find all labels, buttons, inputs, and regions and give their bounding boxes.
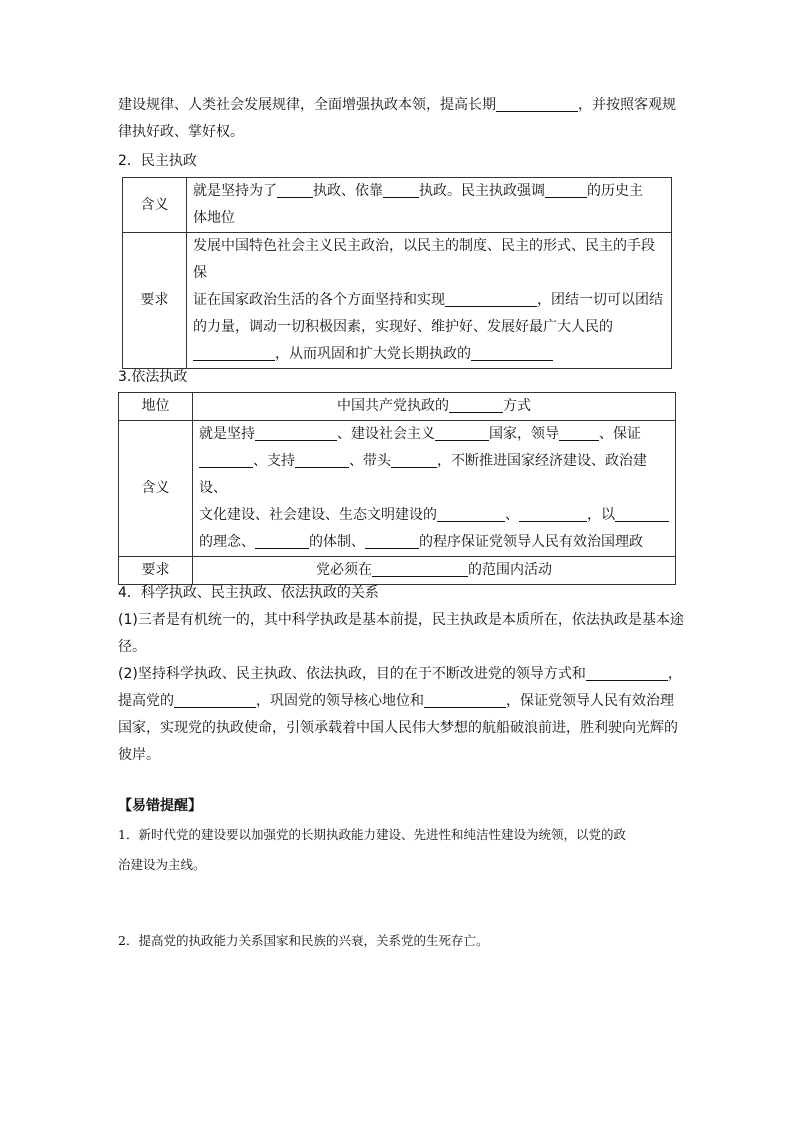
section-3-heading: 3.依法执政 (118, 369, 188, 385)
fill-blank[interactable] (383, 182, 419, 198)
paragraph-line: 径。 (118, 639, 146, 655)
row-content: 就是坚持为了 执政、依靠 执政。民主执政强调 的历史主 体地位 (187, 178, 672, 233)
paragraph-line: 国家，实现党的执政使命，引领承载着中国人民伟大梦想的航船破浪前进，胜利驶向光辉的 (118, 720, 678, 736)
fill-blank[interactable] (545, 182, 587, 198)
row-label-meaning: 含义 (119, 421, 193, 557)
tip-line: 治建设为主线。 (118, 857, 206, 872)
intro-line-2: 律执好政、掌好权。 (118, 124, 244, 140)
fill-blank[interactable] (255, 533, 309, 549)
intro-text: 建设规律、人类社会发展规律，全面增强执政本领，提高长期 (118, 97, 496, 113)
intro-text: ，并按照客观规 (578, 97, 676, 113)
fill-blank[interactable] (295, 452, 349, 468)
fill-blank[interactable] (424, 692, 506, 708)
intro-paragraph (118, 92, 678, 146)
fill-blank[interactable] (471, 345, 553, 361)
fill-blank[interactable] (372, 561, 468, 577)
tip-line: 1．新时代党的建设要以加强党的长期执政能力建设、先进性和纯洁性建设为统领，以党的政 (118, 827, 626, 842)
fill-blank[interactable] (435, 425, 489, 441)
paragraph-line: (1)三者是有机统一的，其中科学执政是基本前提，民主执政是本质所在，依法执政是基本途 (118, 612, 684, 628)
section-4-heading: 4．科学执政、民主执政、依法执政的关系 (118, 585, 379, 601)
table-row (119, 393, 676, 421)
intro-line-1 (118, 92, 678, 119)
fill-blank[interactable] (437, 506, 505, 522)
paragraph-line: 提高党的 ，巩固党的领导核心地位和 ，保证党领导人民有效治理 (118, 693, 674, 709)
fill-blank[interactable] (193, 345, 275, 361)
tips-heading: 【易错提醒】 (118, 798, 202, 814)
tips-section (118, 793, 684, 880)
fill-blank[interactable] (174, 692, 256, 708)
fill-blank[interactable] (449, 397, 503, 413)
rule-of-law-table (118, 392, 676, 585)
fill-blank[interactable] (199, 452, 253, 468)
table-row (123, 178, 672, 233)
fill-blank[interactable] (445, 291, 537, 307)
tips-section-2 (118, 926, 684, 956)
fill-blank[interactable] (391, 452, 437, 468)
row-content: 发展中国特色社会主义民主政治，以民主的制度、民主的形式、民主的手段保 证在国家政治生活的各个方面坚持和实现 ，团结一切可以团结 的力量，调动一切积极因素，实现好、维护好、发展好最广大人民的 ，从而巩固和扩大党长期执政的 (187, 233, 672, 369)
row-label-requirement: 要求 (123, 233, 187, 369)
row-label-requirement: 要求 (119, 557, 193, 585)
section-4 (118, 580, 684, 769)
paragraph-line: (2)坚持科学执政、民主执政、依法执政，目的在于不断改进党的领导方式和 ， (118, 666, 682, 682)
tip-line: 2．提高党的执政能力关系国家和民族的兴衰，关系党的生死存亡。 (118, 933, 489, 948)
fill-blank[interactable] (255, 425, 337, 441)
table-row (123, 233, 672, 369)
section-2-heading: 2．民主执政 (118, 153, 197, 169)
fill-blank[interactable] (559, 425, 599, 441)
row-label-meaning: 含义 (123, 178, 187, 233)
democratic-governance-table (122, 177, 672, 369)
fill-blank[interactable] (277, 182, 313, 198)
fill-blank[interactable] (365, 533, 419, 549)
fill-blank[interactable] (615, 506, 669, 522)
fill-blank[interactable] (496, 96, 578, 112)
row-content: 中国共产党执政的 方式 (193, 393, 676, 421)
fill-blank[interactable] (586, 665, 668, 681)
row-label-status: 地位 (119, 393, 193, 421)
table-row (119, 421, 676, 557)
paragraph-line: 彼岸。 (118, 747, 160, 763)
fill-blank[interactable] (519, 506, 587, 522)
row-content: 党必须在 的范围内活动 (193, 557, 676, 585)
row-content: 就是坚持 、建设社会主义 国家，领导 、保证 、支持 、带头 ，不断推进国家经济建设、政治建设、 文化建设、社会建设、生态文明建设的 、 ，以 的理念、 的体制、 的程序保证党领导人民有效治国理政 (193, 421, 676, 557)
